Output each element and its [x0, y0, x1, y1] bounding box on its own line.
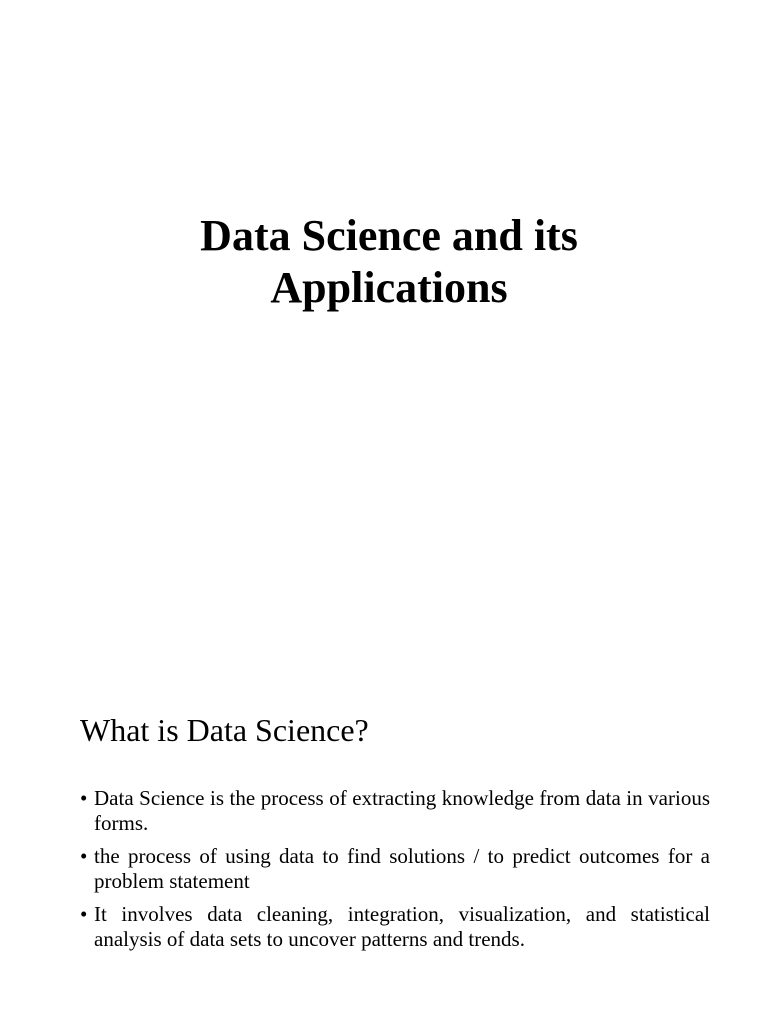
bullet-item: [80, 902, 710, 952]
bullet-list: [80, 786, 710, 960]
slide-heading: What is Data Science?: [80, 712, 369, 748]
bullet-icon: •: [80, 902, 88, 926]
title-line-2: Applications: [270, 263, 508, 312]
bullet-item: [80, 786, 710, 836]
presentation-title: [0, 210, 768, 314]
content-slide: [0, 680, 768, 1024]
bullet-text: It involves data cleaning, integration, visualization, and statistical analysis of data sets to uncover patterns and trends.: [94, 902, 710, 951]
bullet-item: [80, 844, 710, 894]
bullet-text: the process of using data to find solutions / to predict outcomes for a problem statement: [94, 844, 710, 893]
bullet-icon: •: [80, 786, 88, 810]
bullet-text: Data Science is the process of extracting knowledge from data in various forms.: [94, 786, 710, 835]
title-line-1: Data Science and its: [200, 211, 578, 260]
bullet-icon: •: [80, 844, 88, 868]
